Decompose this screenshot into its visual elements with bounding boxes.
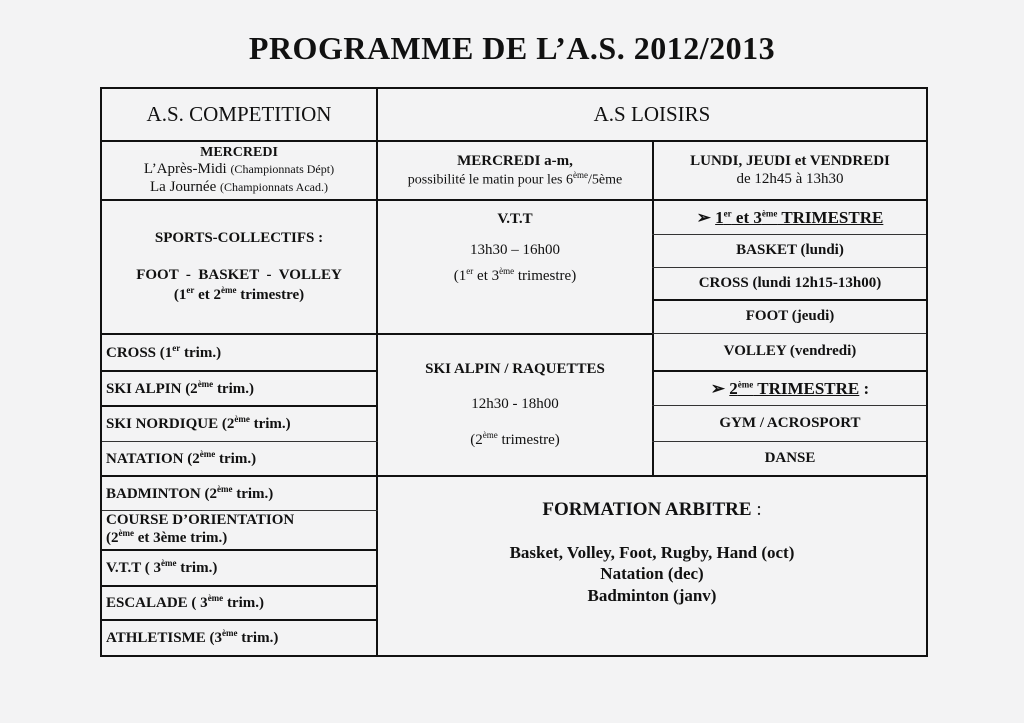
list-item-athletisme: ATHLETISME (3ème trim.): [106, 628, 279, 647]
loisirs-ski: SKI ALPIN / RAQUETTES 12h30 - 18h00 (2ème trimestre): [425, 361, 605, 448]
list-item-ski-alpin: SKI ALPIN (2ème trim.): [106, 378, 254, 397]
loisirs-mercredi-header: MERCREDI a-m, possibilité le matin pour les 6ème/5ème: [407, 152, 623, 188]
header-competition: [102, 89, 376, 140]
list-item-badminton: BADMINTON (2ème trim.): [106, 483, 274, 502]
sports-collectifs-list: FOOT - BASKET - VOLLEY: [136, 267, 342, 284]
right-item-danse: DANSE: [764, 449, 816, 466]
right-item-basket: BASKET (lundi): [736, 242, 844, 259]
sports-collectifs-trimestre: (1er et 2ème trimestre): [173, 284, 305, 303]
trimestre-2-heading: ➢ 2ème TRIMESTRE :: [710, 378, 870, 398]
list-item-natation: NATATION (2ème trim.): [106, 448, 257, 467]
loisirs-semaine-header: LUNDI, JEUDI et VENDREDI de 12h45 à 13h30: [690, 153, 890, 187]
list-item-ski-nordique: SKI NORDIQUE (2ème trim.): [106, 414, 291, 433]
formation-line3: Badminton (janv): [587, 585, 717, 605]
right-item-gym: GYM / ACROSPORT: [719, 414, 861, 431]
list-item-course-orientation: COURSE D’ORIENTATION (2ème et 3ème trim.): [106, 512, 295, 546]
right-item-volley: VOLLEY (vendredi): [723, 343, 857, 360]
formation-line1: Basket, Volley, Foot, Rugby, Hand (oct): [509, 542, 795, 562]
trimestre-1-heading: ➢ 1er et 3ème TRIMESTRE: [696, 207, 884, 227]
competition-mercredi-title: MERCREDI: [200, 145, 278, 161]
list-item-vtt: V.T.T ( 3ème trim.): [106, 558, 218, 577]
competition-mercredi-line1: L’Après-Midi (Championnats Dépt): [143, 161, 335, 178]
header-loisirs-label: A.S LOISIRS: [593, 102, 711, 127]
arrow-icon: ➢: [710, 378, 726, 398]
header-competition-label: A.S. COMPETITION: [146, 102, 332, 127]
right-item-cross: CROSS (lundi 12h15-13h00): [698, 274, 882, 291]
loisirs-vtt: V.T.T 13h30 – 16h00 (1er et 3ème trimestre): [453, 211, 577, 284]
program-table: [100, 87, 928, 657]
competition-sports-collectifs: [102, 201, 376, 333]
page-title: PROGRAMME DE L’A.S. 2012/2013: [248, 30, 776, 66]
formation-title: FORMATION ARBITRE :: [542, 499, 762, 520]
list-item-escalade: ESCALADE ( 3ème trim.): [106, 593, 264, 612]
formation-line2: Natation (dec): [600, 564, 704, 584]
arrow-icon: ➢: [696, 207, 711, 227]
competition-mercredi: [102, 142, 376, 199]
formation-arbitre: [378, 477, 926, 655]
header-loisirs: [378, 89, 926, 140]
list-item-cross: CROSS (1er trim.): [106, 342, 222, 361]
sports-collectifs-title: SPORTS-COLLECTIFS :: [154, 230, 324, 247]
right-item-foot: FOOT (jeudi): [745, 308, 835, 325]
competition-mercredi-line2: La Journée (Championnats Acad.): [150, 178, 328, 195]
